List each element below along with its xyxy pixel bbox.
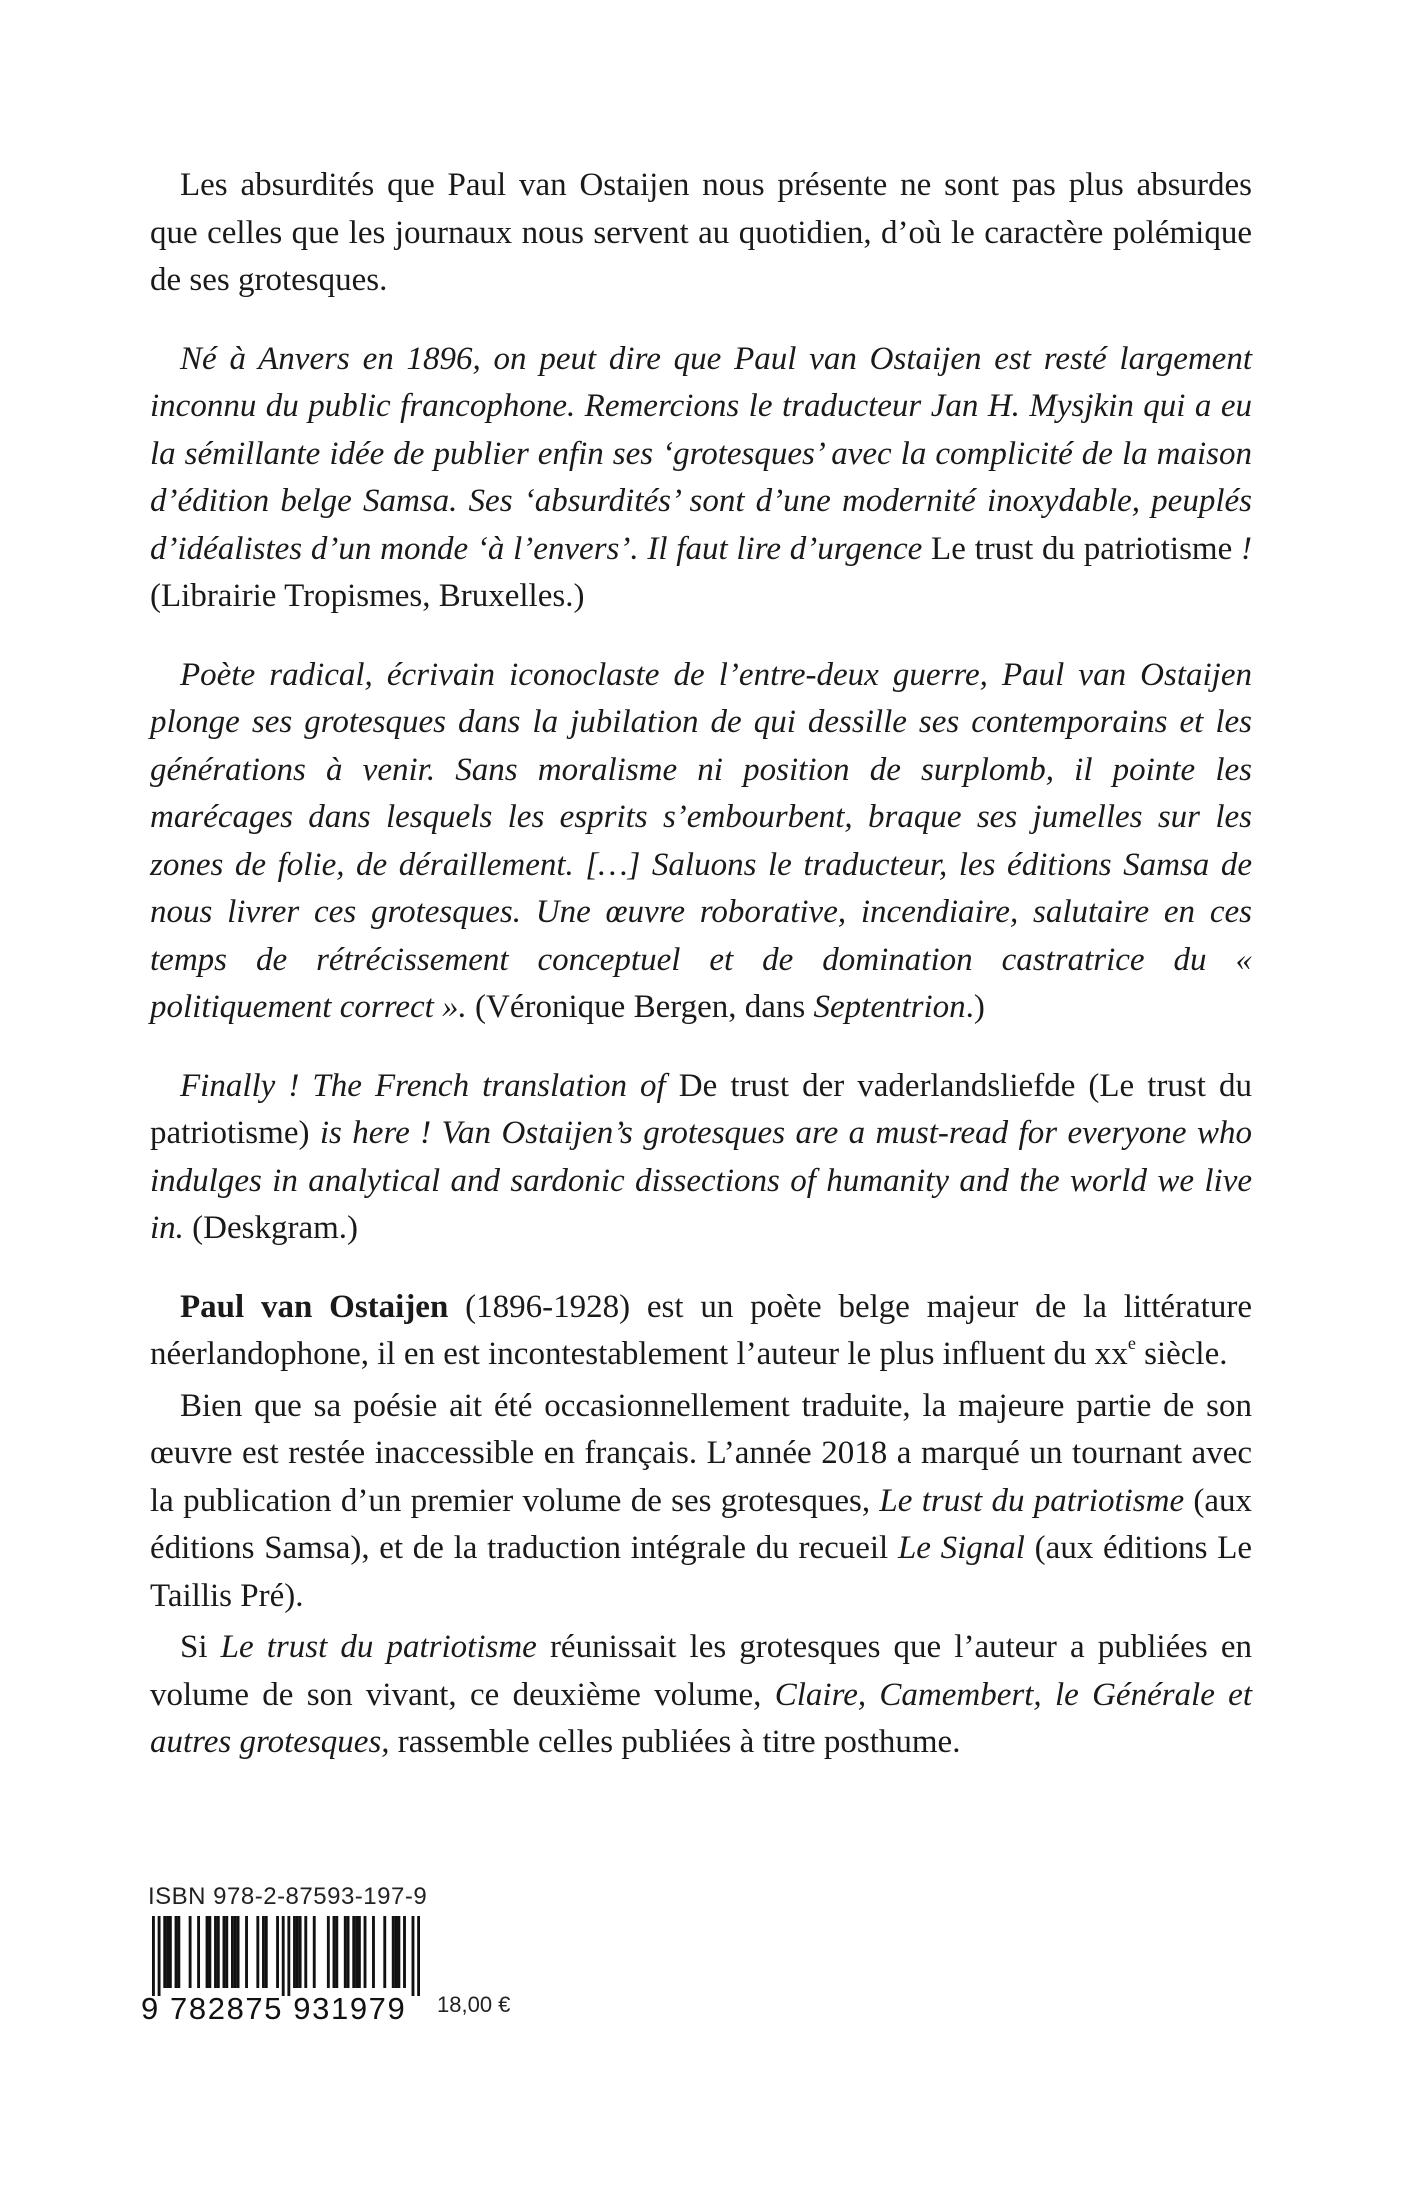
barcode-bar: [355, 1916, 358, 1988]
barcode-bar: [392, 1916, 395, 1988]
review-septentrion-text: Poète radical, écrivain iconoclaste de l’entre-deux guerre, Paul van Ostaijen plonge ses grotesques dans la jubilation de qui dessille ses contemporains et les générations à venir. Sans moralisme ni position de surplomb, il pointe les marécages dans lesquels les esprits s’embourbent, braque ses jumelles sur les zones de folie, de déraillement. […] Saluons le traducteur, les éditions Samsa de nous livrer ces grotesques. Une œuvre roborative, incendiaire, salutaire en ces temps de rétrécissement conceptuel et de domination castratrice du « politiquement correct ».: [150, 656, 1252, 1025]
barcode-bar: [206, 1916, 209, 1988]
barcode-bar: [175, 1916, 178, 1988]
barcode-bar: [299, 1916, 302, 1988]
barcode-bar: [177, 1916, 180, 1988]
barcode-bar: [347, 1916, 350, 1988]
isbn-label: ISBN 978-2-87593-197-9: [148, 1883, 428, 1910]
author-bio: Paul van Ostaijen (1896-1928) est un poète belge majeur de la littérature néerlandophone, il en est incontestablement l’auteur le plus influent du $xx^e$ siècle.: [150, 1288, 1252, 1372]
barcode-bar: [189, 1916, 192, 1988]
barcode-bar: [245, 1916, 248, 1988]
barcode-bar: [372, 1916, 375, 1988]
barcode-bar: [276, 1916, 279, 1988]
barcode-bar: [397, 1916, 400, 1988]
barcode-bar: [225, 1916, 228, 1988]
barcode-bar: [417, 1916, 420, 1996]
barcode-bar: [304, 1916, 307, 1988]
barcode-bar: [313, 1916, 316, 1988]
barcode-bar: [262, 1916, 265, 1988]
barcode-bar: [158, 1916, 161, 1996]
paragraph-volume: Si Le trust du patriotisme réunissait les grotesques que l’auteur a publiées en volume de son vivant, ce deuxième volume, Claire, Camembert, le Générale et autres grotesques, rassemble celles publiées à titre posthume.: [150, 1629, 1253, 1760]
price: 18,00 €: [437, 1992, 511, 2017]
barcode-bar: [282, 1916, 285, 1996]
barcode-bar: [395, 1916, 398, 1988]
review-source: (Librairie Tropismes, Bruxelles.): [150, 578, 585, 614]
review-source: (Deskgram.): [183, 1210, 359, 1246]
paragraph-translation: Bien que sa poésie ait été occasionnellement traduite, la majeure partie de son œuvre est restée inaccessible en français. L’année 2018 a marqué un tournant avec la publication d’un premier volume de ses grotesques, Le trust du patriotisme (aux éditions Samsa), et de la traduction intégrale du recueil Le Signal (aux éditions Le Taillis Pré).: [150, 1387, 1253, 1614]
blurb-text: [150, 162, 1252, 1767]
barcode-bar: [152, 1916, 155, 1996]
author-name: Paul van Ostaijen: [180, 1288, 449, 1325]
barcode-bar: [197, 1916, 200, 1988]
journal-title: Septentrion: [813, 989, 966, 1025]
barcode-bar: [234, 1916, 237, 1988]
barcode-bar: [358, 1916, 361, 1988]
barcode-bar: [383, 1916, 386, 1988]
review-tropismes: Né à Anvers en 1896, on peut dire que Paul van Ostaijen est resté largement inconnu du public francophone. Remercions le traducteur Jan H. Mysjkin qui a eu la sémillante idée de publier enfin ses ‘grotesques’ avec la complicité de la maison d’édition belge Samsa. Ses ‘absurdités’ sont d’une modernité inoxydable, peuplés d’idéalistes d’un monde ‘à l’envers’. Il faut lire d’urgence Le trust du patriotisme ! (Librairie Tropismes, Bruxelles.): [150, 340, 1252, 614]
barcode-bar: [265, 1916, 268, 1988]
barcode-bar: [344, 1916, 347, 1988]
book-title-roman: Le trust du patriotisme: [922, 530, 1241, 567]
barcode-bar: [214, 1916, 217, 1988]
barcode-bar: [223, 1916, 226, 1988]
barcode-bar: [237, 1916, 240, 1988]
barcode-bar: [333, 1916, 336, 1988]
barcode-bar: [403, 1916, 406, 1988]
barcode-bar: [163, 1916, 166, 1988]
original-title: De trust der vaderlandsliefde (Le trust du patriotisme): [150, 1067, 1252, 1151]
barcode-bar: [335, 1916, 338, 1988]
barcode-bar: [412, 1916, 415, 1996]
barcode-bar: [208, 1916, 211, 1988]
barcode-bar: [296, 1916, 299, 1988]
barcode-bar: [169, 1916, 172, 1988]
paragraph-intro: Les absurdités que Paul van Ostaijen nous présente ne sont pas plus absurdes que celles que les journaux nous servent au quotidien, d’où le caractère polémique de ses grotesques.: [150, 167, 1252, 298]
barcode-bar: [364, 1916, 367, 1988]
barcode-bar: [166, 1916, 169, 1988]
barcode-bar: [287, 1916, 290, 1996]
barcode-bar: [293, 1916, 296, 1988]
barcode-bar: [352, 1916, 355, 1988]
barcode-bar: [231, 1916, 234, 1988]
barcode: [152, 1916, 420, 1996]
review-tropismes-text: Né à Anvers en 1896, on peut dire que Paul van Ostaijen est resté largement inconnu du public francophone. Remercions le traducteur Jan H. Mysjkin qui a eu la sémillante idée de publier enfin ses ‘grotesques’ avec la complicité de la maison d’édition belge Samsa. Ses ‘absurdités’ sont d’une modernité inoxydable, peuplés d’idéalistes d’un monde ‘à l’envers’. Il faut lire d’urgence: [150, 340, 1252, 567]
review-septentrion: Poète radical, écrivain iconoclaste de l’entre-deux guerre, Paul van Ostaijen plonge ses grotesques dans la jubilation de qui dessille ses contemporains et les générations à venir. Sans moralisme ni position de surplomb, il pointe les marécages dans lesquels les esprits s’embourbent, braque ses jumelles sur les zones de folie, de déraillement. […] Saluons le traducteur, les éditions Samsa de nous livrer ces grotesques. Une œuvre roborative, incendiaire, salutaire en ces temps de rétrécissement conceptuel et de domination castratrice du « politiquement correct ». (Véronique Bergen, dans Septentrion.): [150, 656, 1252, 1025]
barcode-digits: 9 782875 931979: [141, 1991, 407, 2026]
barcode-bar: [327, 1916, 330, 1988]
barcode-bar: [217, 1916, 220, 1988]
barcode-bar: [256, 1916, 259, 1988]
review-deskgram: Finally ! The French translation of De trust der vaderlandsliefde (Le trust du patriotisme) is here ! Van Ostaijen’s grotesques are a must-read for everyone who indulges in analytical and sardonic dissections of humanity and the world we live in. (Deskgram.): [150, 1067, 1252, 1246]
